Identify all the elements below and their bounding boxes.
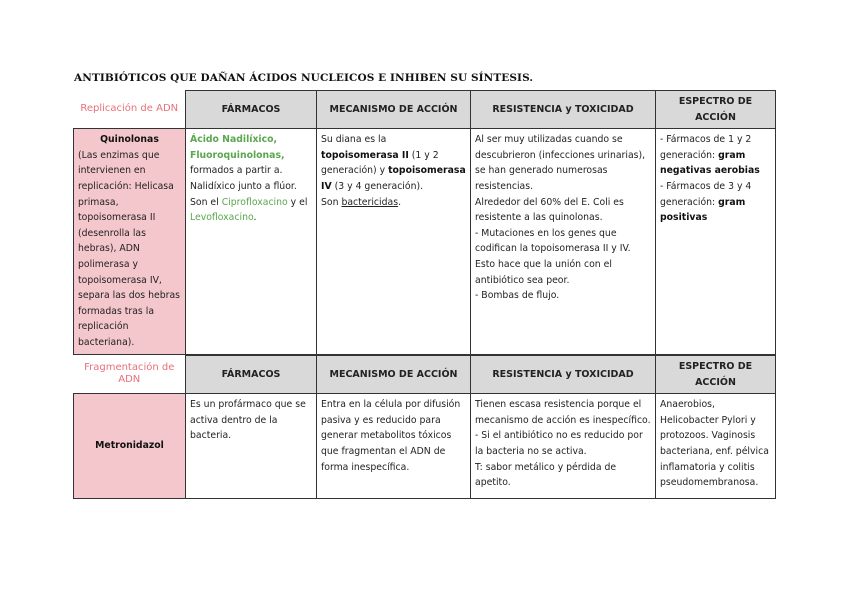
espectro-text-1: - Fármacos de 1 y 2 generación: [660,134,752,161]
metronidazol-resistencia-cell [471,394,656,499]
mecanismo-topo-ii: topoisomerasa II [321,149,409,161]
resistencia-p4: - Bombas de flujo. [475,290,560,302]
metronidazol-table [73,355,776,499]
header-espectro-2: ESPECTRO DE ACCIÓN [656,356,776,394]
farmacos-text-2: y el [287,196,308,208]
espectro-gram-positivas: gram positivas [660,196,746,224]
header-mecanismo-2: MECANISMO DE ACCIÓN [317,356,471,394]
espectro-text-2: - Fármacos de 3 y 4 generación: [660,180,752,208]
resistencia-p3: - Mutaciones en los genes que codifican la topoisomerasa II y IV. Esto hace que la unión con el antibiótico sea peor. [475,227,631,286]
mecanismo-topo-iv: topoisomerasa IV [321,165,466,192]
metronidazol-farmacos-cell: Es un profármaco que se activa dentro de la bacteria. [186,394,317,499]
resistencia-p2: Alrededor del 60% del E. Coli es resistente a las quinolonas. [475,196,624,224]
espectro-gram-negativas: gram negativas aerobias [660,149,760,177]
drug-acido-nadilixico: Ácido Nadilíxico, [190,134,278,146]
header-farmacos: FÁRMACOS [186,91,317,129]
section-label-replicacion: Replicación de ADN [80,103,179,115]
farmacos-text-3: . [253,212,257,224]
quinolonas-resistencia-cell [471,129,656,355]
drug-levofloxacino: Levofloxacino [190,212,254,224]
mecanismo-text-1: Su diana es la [321,134,387,146]
farmacos-text: formados a partir a. Nalidíxico junto a flúor. Son el [190,165,297,208]
header-resistencia-2: RESISTENCIA y TOXICIDAD [471,356,656,394]
header-farmacos-2: FÁRMACOS [186,356,317,394]
quinolonas-farmacos-cell [186,129,317,355]
quinolonas-description: (Las enzimas que intervienen en replicación: Helicasa primasa, topoisomerasa II (desenrolla las hebras), ADN polimerasa y topoisomerasa IV, separa las dos hebras formadas tras la replicación bacteriana). [78,149,180,348]
mecanismo-bactericidas: bactericidas [341,196,399,208]
mecanismo-text-4: Son [321,196,342,208]
header-resistencia: RESISTENCIA y TOXICIDAD [471,91,656,129]
metronidazol-espectro-cell: Anaerobios, Helicobacter Pylori y protozoos. Vaginosis bacteriana, enf. pélvica inflamatoria y colitis pseudomembranosa. [656,394,776,499]
quinolonas-table [73,90,776,355]
page-title: ANTIBIÓTICOS QUE DAÑAN ÁCIDOS NUCLEICOS E INHIBEN SU SÍNTESIS. [74,72,534,84]
metronidazol-cell: Metronidazol [74,394,186,499]
quinolonas-espectro-cell [656,129,776,355]
resistencia-p1: Al ser muy utilizadas cuando se descubrieron (infecciones urinarias), se han generado numerosas resistencias. [475,134,646,192]
quinolonas-cell [74,129,186,355]
quinolonas-title: Quinolonas [100,134,159,146]
drug-ciprofloxacino: Ciprofloxacino [221,196,288,208]
mecanismo-text-3: (3 y 4 generación). [331,180,424,192]
mecanismo-text-2: (1 y 2 generación) y [321,149,439,177]
header-mecanismo: MECANISMO DE ACCIÓN [317,91,471,129]
mecanismo-text-5: . [398,196,402,208]
quinolonas-mecanismo-cell [317,129,471,355]
metro-resistencia-p2: - Si el antibiótico no es reducido por la bacteria no se activa. [475,430,643,457]
section-label-fragmentacion: Fragmentación de ADN [84,362,175,386]
metronidazol-mecanismo-cell: Entra en la célula por difusión pasiva y es reducido para generar metabolitos tóxicos que fragmentan el ADN de forma inespecífica. [317,394,471,499]
metro-resistencia-p1: Tienen escasa resistencia porque el mecanismo de acción es inespecífico. [475,399,651,426]
metro-resistencia-p3: T: sabor metálico y pérdida de apetito. [475,461,617,489]
drug-fluoroquinolonas: Fluoroquinolonas, [190,149,285,161]
header-espectro: ESPECTRO DE ACCIÓN [656,91,776,129]
